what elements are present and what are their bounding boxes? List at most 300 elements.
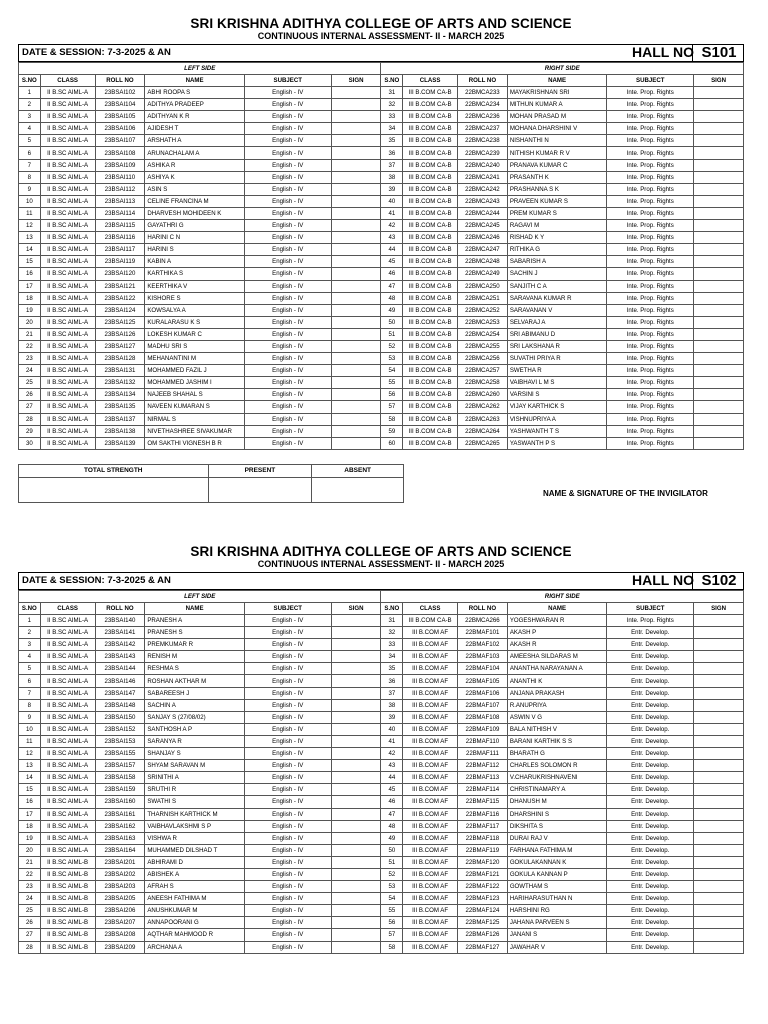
roll-cell: 23BSAI105 [95,111,145,123]
table-row [19,280,744,292]
sign-cell [694,292,744,304]
subject-cell: Entr. Develop. [607,772,694,784]
name-cell: DHANUSH M [507,796,607,808]
class-cell: II B.SC AIML-A [40,268,95,280]
sign-cell [331,292,381,304]
name-cell: VAIBHAVI L M S [507,377,607,389]
roll-cell: 22BMAF124 [458,905,508,917]
table-row [19,760,744,772]
class-cell: III B.COM CA-B [403,316,458,328]
roll-cell: 23BSAI147 [95,687,145,699]
subject-cell: Inte. Prop. Rights [607,365,694,377]
table-row [19,340,744,352]
subject-cell: English - IV [244,917,331,929]
class-cell: II B.SC AIML-A [40,401,95,413]
sno-cell: 6 [19,675,41,687]
subject-cell: English - IV [244,735,331,747]
subject-cell: English - IV [244,687,331,699]
subject-cell: Entr. Develop. [607,820,694,832]
column-header-sign: SIGN [694,603,744,615]
name-cell: SANJAY S (27/08/02) [145,711,245,723]
subject-cell: Entr. Develop. [607,639,694,651]
name-cell: PRASHANNA S K [507,183,607,195]
sign-cell [694,651,744,663]
subject-cell: Inte. Prop. Rights [607,195,694,207]
roll-cell: 22BMAF112 [458,760,508,772]
table-row [19,615,744,627]
column-header-sno: S.NO [381,75,403,87]
sign-cell [694,687,744,699]
class-cell: III B.COM AF [403,663,458,675]
hall-label: HALL NO [632,44,694,60]
sno-cell: 35 [381,135,403,147]
table-row [19,868,744,880]
sno-cell: 51 [381,856,403,868]
sno-cell: 52 [381,868,403,880]
class-cell: II B.SC AIML-A [40,748,95,760]
class-cell: III B.COM CA-B [403,195,458,207]
roll-cell: 22BMAF105 [458,675,508,687]
sno-cell: 26 [19,917,41,929]
sno-cell: 34 [381,123,403,135]
hall-sheet-s101 [18,16,744,520]
sno-cell: 55 [381,905,403,917]
roll-cell: 22BMAF116 [458,808,508,820]
roll-cell: 22BMAF117 [458,820,508,832]
name-cell: AKASH P [507,627,607,639]
present-label: PRESENT [208,464,312,477]
subject-cell: English - IV [244,292,331,304]
class-cell: III B.COM CA-B [403,328,458,340]
sign-cell [331,808,381,820]
roll-cell: 23BSAI161 [95,808,145,820]
subject-cell: Entr. Develop. [607,651,694,663]
sno-cell: 50 [381,316,403,328]
invigilator-signature-label: NAME & SIGNATURE OF THE INVIGILATOR [543,488,708,498]
name-cell: DHARSHINI S [507,808,607,820]
subject-cell: English - IV [244,856,331,868]
subject-cell: English - IV [244,377,331,389]
sign-cell [331,195,381,207]
column-header-name: NAME [507,75,607,87]
class-cell: II B.SC AIML-A [40,808,95,820]
sign-cell [694,760,744,772]
subject-cell: English - IV [244,675,331,687]
name-cell: SUVATHI PRIYA R [507,353,607,365]
roll-cell: 22BMCA262 [458,401,508,413]
name-cell: HARINI S [145,244,245,256]
name-cell: PRANESH S [145,627,245,639]
sign-cell [331,917,381,929]
sno-cell: 2 [19,627,41,639]
sign-cell [331,941,381,953]
sno-cell: 25 [19,377,41,389]
roll-cell: 22BMAF123 [458,893,508,905]
sno-cell: 46 [381,796,403,808]
table-row [19,207,744,219]
subject-cell: Inte. Prop. Rights [607,268,694,280]
name-cell: AKASH R [507,639,607,651]
name-cell: CHARLES SOLOMON R [507,760,607,772]
roll-cell: 22BMCA234 [458,99,508,111]
class-cell: III B.COM AF [403,808,458,820]
column-header-roll: ROLL NO [95,75,145,87]
column-header-class: CLASS [40,603,95,615]
sno-cell: 21 [19,856,41,868]
class-cell: III B.COM AF [403,723,458,735]
name-cell: ANUSHKUMAR M [145,905,245,917]
name-cell: PRANESH A [145,615,245,627]
class-cell: II B.SC AIML-A [40,651,95,663]
sno-cell: 32 [381,99,403,111]
name-cell: ABHIRAMI D [145,856,245,868]
subject-cell: English - IV [244,651,331,663]
roll-cell: 23BSAI126 [95,328,145,340]
sno-cell: 52 [381,340,403,352]
name-cell: RAGAVI M [507,220,607,232]
name-cell: ANJANA PRAKASH [507,687,607,699]
subject-cell: English - IV [244,699,331,711]
name-cell: SANJITH C A [507,280,607,292]
sign-cell [694,711,744,723]
sno-cell: 12 [19,748,41,760]
table-row [19,639,744,651]
roll-cell: 23BSAI119 [95,256,145,268]
sign-cell [331,256,381,268]
roll-cell: 23BSAI106 [95,123,145,135]
class-cell: II B.SC AIML-B [40,929,95,941]
subject-cell: Entr. Develop. [607,868,694,880]
class-cell: II B.SC AIML-A [40,232,95,244]
sno-cell: 20 [19,316,41,328]
subject-cell: Entr. Develop. [607,941,694,953]
right-side-label: RIGHT SIDE [381,63,744,75]
class-cell: II B.SC AIML-B [40,917,95,929]
sign-cell [694,220,744,232]
class-cell: III B.COM CA-B [403,171,458,183]
sign-cell [694,365,744,377]
column-header-sign: SIGN [694,75,744,87]
sign-cell [331,784,381,796]
class-cell: II B.SC AIML-A [40,784,95,796]
sno-cell: 51 [381,328,403,340]
name-cell: CHRISTINAMARY A [507,784,607,796]
sno-cell: 39 [381,183,403,195]
subject-cell: English - IV [244,760,331,772]
sign-cell [694,868,744,880]
sno-cell: 8 [19,699,41,711]
name-cell: BHARATH G [507,748,607,760]
subject-cell: English - IV [244,723,331,735]
roll-cell: 23BSAI209 [95,941,145,953]
subject-cell: Inte. Prop. Rights [607,328,694,340]
table-row [19,316,744,328]
class-cell: III B.COM AF [403,796,458,808]
table-row [19,675,744,687]
table-row [19,195,744,207]
name-cell: SHANJAY S [145,748,245,760]
name-cell: ANEESH FATHIMA M [145,893,245,905]
subject-cell: English - IV [244,207,331,219]
class-cell: III B.COM AF [403,941,458,953]
name-cell: ANANTHI K [507,675,607,687]
name-cell: RESHMA S [145,663,245,675]
roll-cell: 23BSAI116 [95,232,145,244]
class-cell: III B.COM AF [403,735,458,747]
sno-cell: 14 [19,772,41,784]
class-cell: II B.SC AIML-A [40,316,95,328]
column-header-sign: SIGN [331,75,381,87]
sno-cell: 38 [381,171,403,183]
roll-cell: 23BSAI132 [95,377,145,389]
sign-cell [694,699,744,711]
subject-cell: English - IV [244,365,331,377]
table-row [19,268,744,280]
sno-cell: 37 [381,687,403,699]
roll-cell: 23BSAI135 [95,401,145,413]
sno-cell: 17 [19,808,41,820]
table-row [19,244,744,256]
name-cell: SACHIN A [145,699,245,711]
roll-cell: 23BSAI127 [95,340,145,352]
sno-cell: 18 [19,292,41,304]
sign-cell [694,820,744,832]
roll-cell: 22BMAF111 [458,748,508,760]
roll-cell: 22BMCA237 [458,123,508,135]
roll-cell: 22BMAF125 [458,917,508,929]
name-cell: ASHIYA K [145,171,245,183]
name-cell: SARAVANAN V [507,304,607,316]
table-row [19,748,744,760]
table-row [19,881,744,893]
sno-cell: 25 [19,905,41,917]
class-cell: II B.SC AIML-A [40,723,95,735]
class-cell: II B.SC AIML-A [40,195,95,207]
sno-cell: 13 [19,232,41,244]
column-header-subject: SUBJECT [607,603,694,615]
name-cell: SRINITHI A [145,772,245,784]
sno-cell: 21 [19,328,41,340]
subject-cell: Inte. Prop. Rights [607,207,694,219]
name-cell: SWATHI S [145,796,245,808]
sno-cell: 30 [19,437,41,449]
subject-cell: Inte. Prop. Rights [607,147,694,159]
subject-cell: English - IV [244,232,331,244]
roll-cell: 23BSAI143 [95,651,145,663]
subject-cell: Entr. Develop. [607,748,694,760]
name-cell: KOWSALYA A [145,304,245,316]
name-cell: PRASANTH K [507,171,607,183]
name-cell: MOHANA DHARSHINI V [507,123,607,135]
name-cell: CELINE FRANCINA M [145,195,245,207]
attendance-summary [18,464,404,503]
roll-cell: 23BSAI150 [95,711,145,723]
column-header-class: CLASS [403,603,458,615]
subject-cell: Inte. Prop. Rights [607,232,694,244]
name-cell: AJIDESH T [145,123,245,135]
sign-cell [694,917,744,929]
roll-cell: 23BSAI107 [95,135,145,147]
class-cell: II B.SC AIML-A [40,437,95,449]
sign-cell [331,147,381,159]
sign-cell [694,881,744,893]
roll-cell: 22BMCA244 [458,207,508,219]
roll-cell: 22BMAF119 [458,844,508,856]
table-row [19,413,744,425]
sno-cell: 16 [19,796,41,808]
class-cell: II B.SC AIML-A [40,220,95,232]
roll-cell: 22BMCA247 [458,244,508,256]
subject-cell: English - IV [244,123,331,135]
class-cell: II B.SC AIML-B [40,941,95,953]
roll-cell: 22BMAF104 [458,663,508,675]
table-row [19,832,744,844]
sign-cell [694,159,744,171]
sno-cell: 42 [381,748,403,760]
date-session-bar [18,44,744,62]
subject-cell: Inte. Prop. Rights [607,111,694,123]
class-cell: II B.SC AIML-A [40,207,95,219]
sign-cell [331,99,381,111]
sign-cell [331,723,381,735]
name-cell: RITHIKA G [507,244,607,256]
subject-cell: English - IV [244,304,331,316]
sign-cell [331,881,381,893]
subject-cell: English - IV [244,820,331,832]
sign-cell [331,304,381,316]
class-cell: II B.SC AIML-A [40,328,95,340]
column-header-roll: ROLL NO [458,75,508,87]
sno-cell: 26 [19,389,41,401]
sign-cell [694,195,744,207]
sign-cell [694,844,744,856]
sno-cell: 47 [381,808,403,820]
roll-cell: 22BMAF115 [458,796,508,808]
sign-cell [331,929,381,941]
roll-cell: 22BMAF118 [458,832,508,844]
roll-cell: 22BMAF127 [458,941,508,953]
sno-cell: 14 [19,244,41,256]
date-session: DATE & SESSION: 7-3-2025 & AN [22,575,171,586]
class-cell: III B.COM AF [403,711,458,723]
sign-cell [331,377,381,389]
name-cell: HARINI C N [145,232,245,244]
name-cell: SACHIN J [507,268,607,280]
name-cell: MUHAMMED DILSHAD T [145,844,245,856]
sign-cell [331,207,381,219]
sign-cell [694,99,744,111]
class-cell: III B.COM AF [403,929,458,941]
hall-number: S102 [692,572,745,589]
sno-cell: 18 [19,820,41,832]
subject-cell: English - IV [244,244,331,256]
sno-cell: 9 [19,183,41,195]
sno-cell: 19 [19,832,41,844]
name-cell: PREM KUMAR S [507,207,607,219]
class-cell: II B.SC AIML-A [40,304,95,316]
class-cell: III B.COM CA-B [403,389,458,401]
name-cell: VARSINI S [507,389,607,401]
name-cell: MADHU SRI S [145,340,245,352]
roll-cell: 23BSAI163 [95,832,145,844]
roll-cell: 22BMAF122 [458,881,508,893]
subject-cell: Entr. Develop. [607,808,694,820]
name-cell: ASHIKA R [145,159,245,171]
table-row [19,183,744,195]
class-cell: II B.SC AIML-A [40,687,95,699]
class-cell: III B.COM AF [403,905,458,917]
column-header-roll: ROLL NO [458,603,508,615]
name-cell: AMEESHA SILDARAS M [507,651,607,663]
subject-cell: Inte. Prop. Rights [607,425,694,437]
class-cell: II B.SC AIML-A [40,87,95,99]
class-cell: III B.COM CA-B [403,353,458,365]
class-cell: III B.COM CA-B [403,159,458,171]
name-cell: MITHUN KUMAR A [507,99,607,111]
subject-cell: Inte. Prop. Rights [607,292,694,304]
sign-cell [331,651,381,663]
sign-cell [331,663,381,675]
name-cell: THARNISH KARTHICK M [145,808,245,820]
name-cell: LOKESH KUMAR C [145,328,245,340]
sign-cell [331,844,381,856]
roll-cell: 22BMAF107 [458,699,508,711]
sno-cell: 15 [19,256,41,268]
table-row [19,123,744,135]
name-cell: NITHISH KUMAR R V [507,147,607,159]
subject-cell: English - IV [244,256,331,268]
subject-cell: Entr. Develop. [607,760,694,772]
name-cell: ANNAPOORANI G [145,917,245,929]
sno-cell: 4 [19,123,41,135]
name-cell: YASHWANTH T S [507,425,607,437]
name-cell: ABHI ROOPA S [145,87,245,99]
table-row [19,651,744,663]
sno-cell: 6 [19,147,41,159]
roll-cell: 23BSAI113 [95,195,145,207]
roll-cell: 22BMCA258 [458,377,508,389]
subject-cell: Inte. Prop. Rights [607,220,694,232]
sno-cell: 17 [19,280,41,292]
class-cell: III B.COM AF [403,687,458,699]
roll-cell: 23BSAI208 [95,929,145,941]
sign-cell [331,699,381,711]
sno-cell: 5 [19,135,41,147]
roll-cell: 22BMAF101 [458,627,508,639]
table-row [19,627,744,639]
roll-cell: 22BMCA263 [458,413,508,425]
subject-cell: English - IV [244,796,331,808]
class-cell: III B.COM CA-B [403,340,458,352]
name-cell: HARIHARASUTHAN N [507,893,607,905]
subject-cell: English - IV [244,437,331,449]
sno-cell: 31 [381,87,403,99]
roll-cell: 23BSAI201 [95,856,145,868]
sno-cell: 3 [19,639,41,651]
roll-cell: 23BSAI142 [95,639,145,651]
sign-cell [331,760,381,772]
subject-cell: Entr. Develop. [607,687,694,699]
right-side-label: RIGHT SIDE [381,591,744,603]
name-cell: SABARISH A [507,256,607,268]
roll-cell: 23BSAI140 [95,615,145,627]
class-cell: III B.COM AF [403,772,458,784]
class-cell: II B.SC AIML-B [40,905,95,917]
class-cell: III B.COM CA-B [403,147,458,159]
subject-cell: English - IV [244,340,331,352]
table-row [19,389,744,401]
subject-cell: Entr. Develop. [607,893,694,905]
